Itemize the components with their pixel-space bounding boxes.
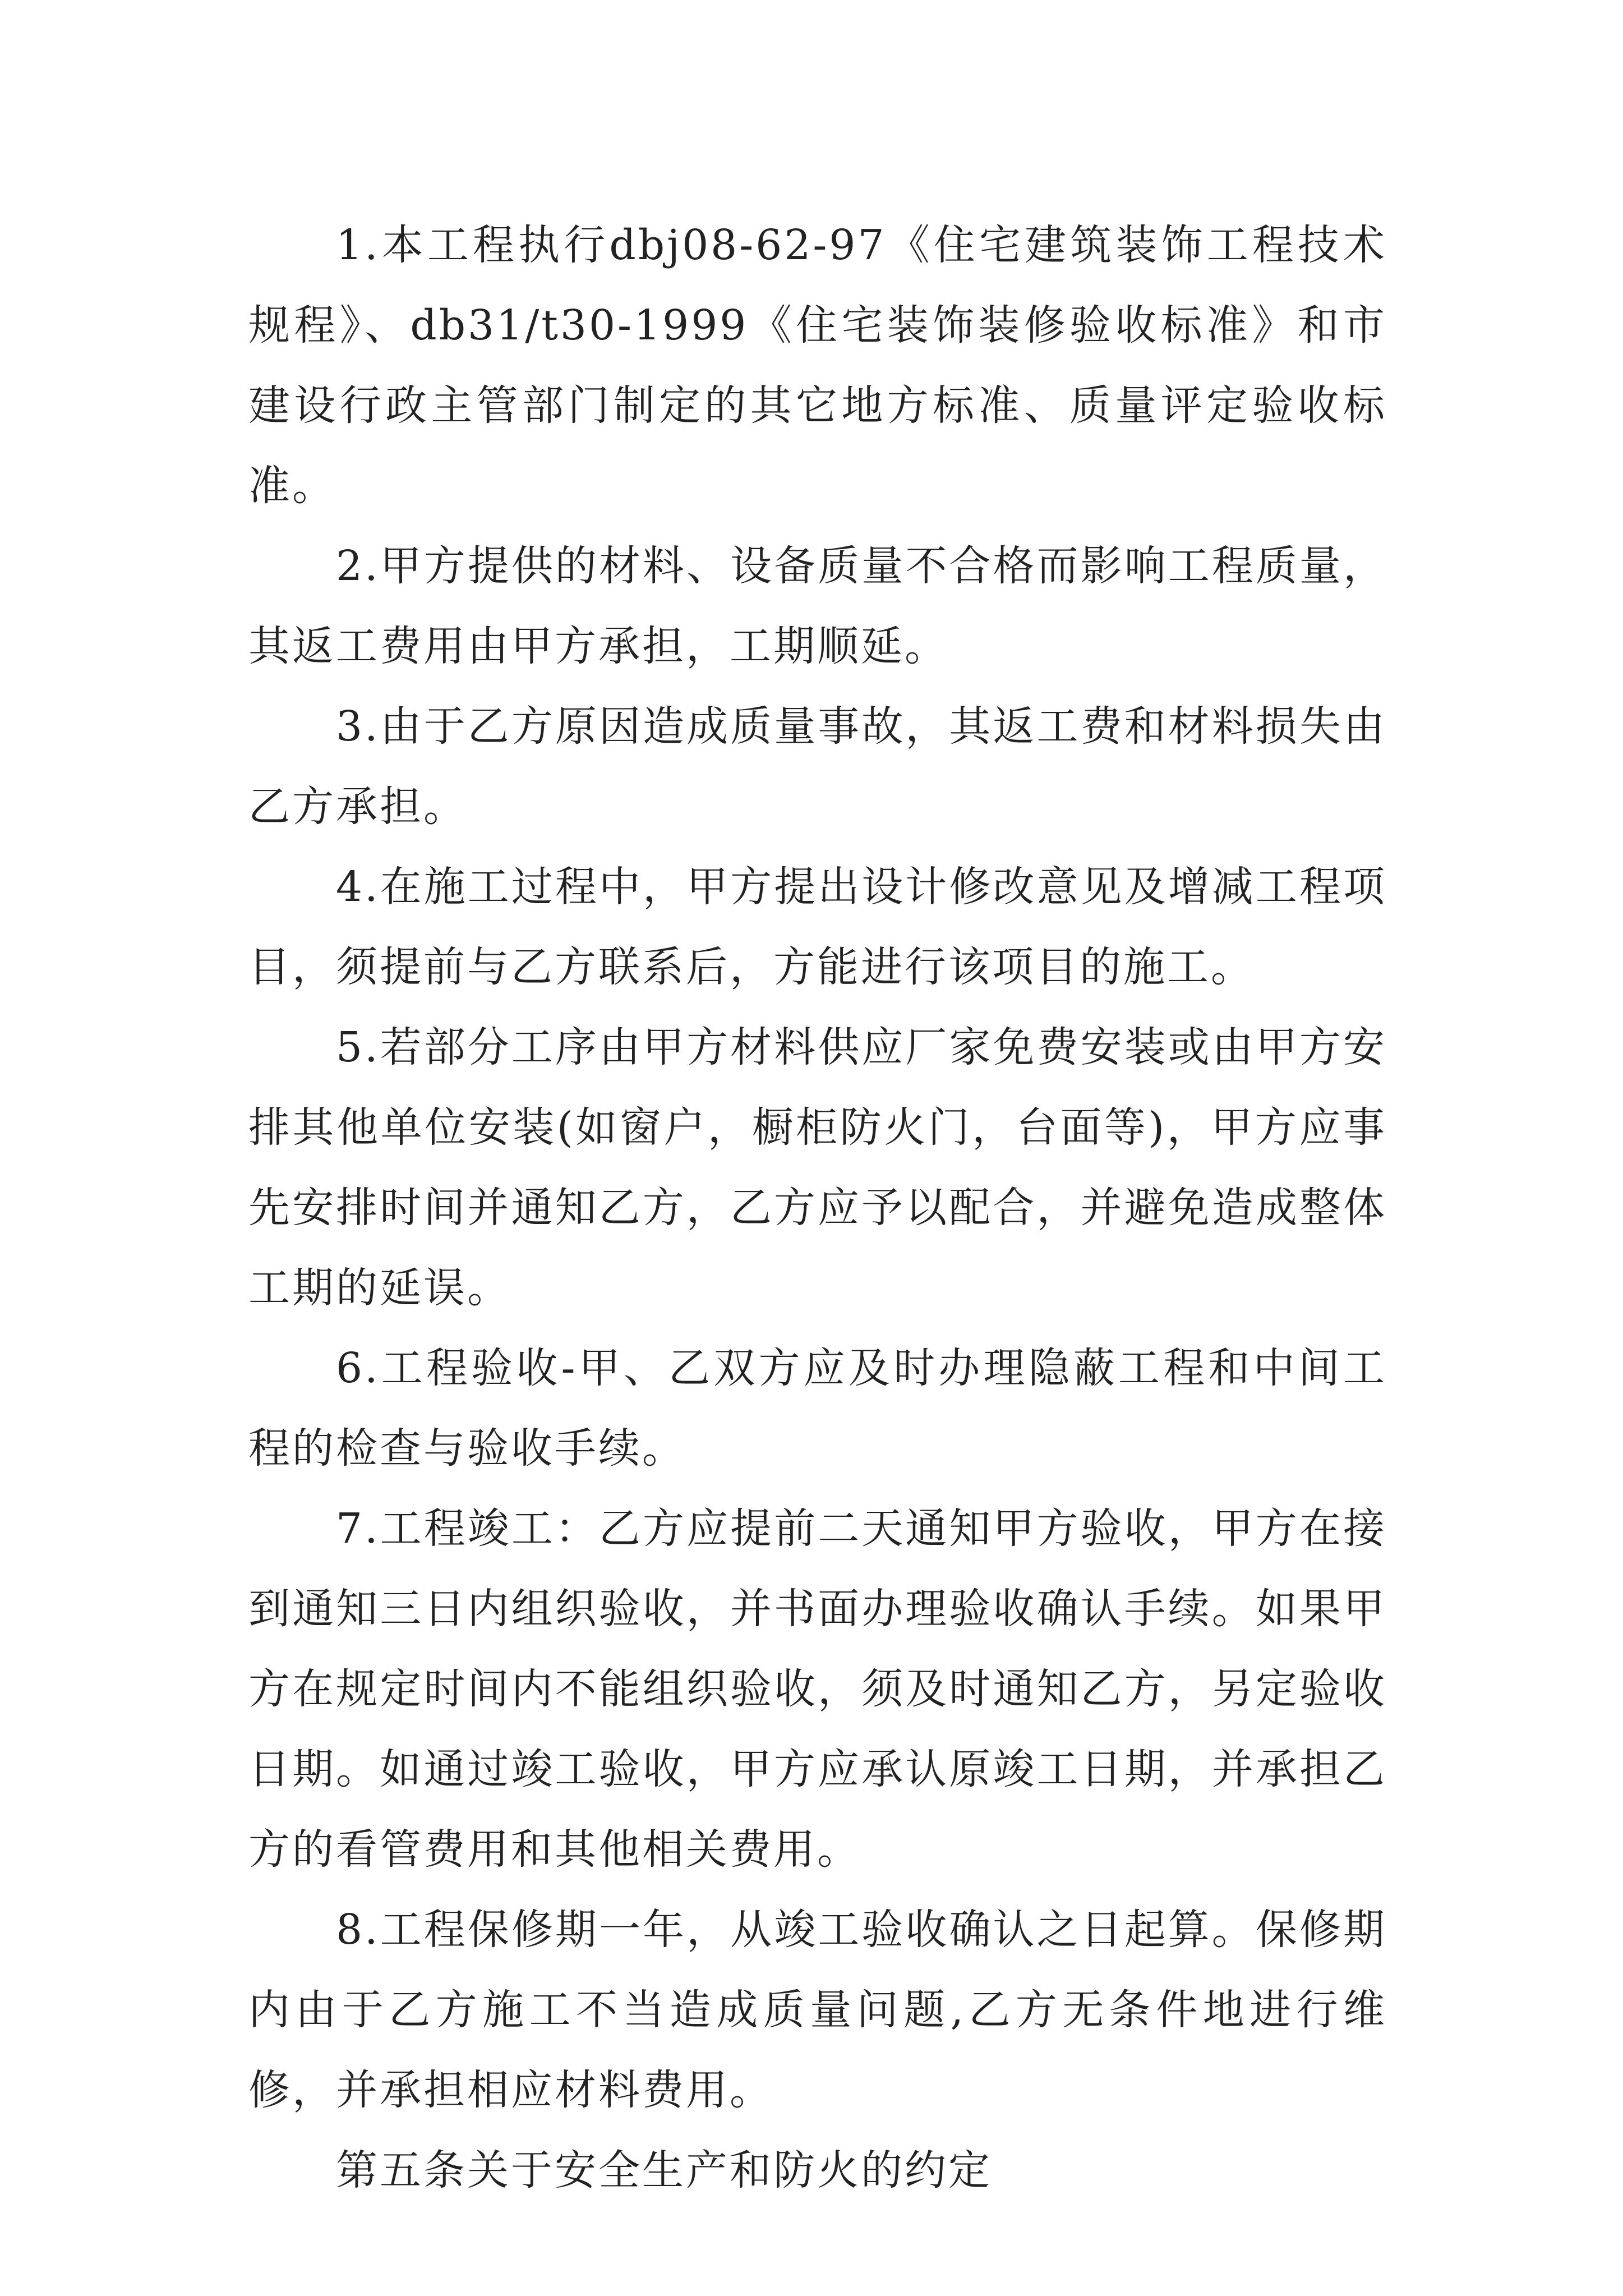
- paragraph-3: 3.由于乙方原因造成质量事故，其返工费和材料损失由乙方承担。: [248, 702, 1387, 831]
- paragraph-7: 7.工程竣工：乙方应提前二天通知甲方验收，甲方在接到通知三日内组织验收，并书面办理验收确认手续。如果甲方在规定时间内不能组织验收，须及时通知乙方，另定验收日期。如通过竣工验收，甲方应承认原竣工日期，并承担乙方的看管费用和其他相关费用。: [248, 1504, 1387, 1874]
- document-body: [248, 205, 1387, 2211]
- paragraph-2: 2.甲方提供的材料、设备质量不合格而影响工程质量，其返工费用由甲方承担，工期顺延。: [248, 542, 1387, 670]
- paragraph-1: 1.本工程执行dbj08-62-97《住宅建筑装饰工程技术规程》、db31/t30-1999《住宅装饰装修验收标准》和市建设行政主管部门制定的其它地方标准、质量评定验收标准。: [248, 221, 1387, 510]
- paragraph-5: 5.若部分工序由甲方材料供应厂家免费安装或由甲方安排其他单位安装(如窗户，橱柜防火门，台面等)，甲方应事先安排时间并通知乙方，乙方应予以配合，并避免造成整体工期的延误。: [248, 1023, 1387, 1312]
- paragraph-4: 4.在施工过程中，甲方提出设计修改意见及增减工程项目，须提前与乙方联系后，方能进行该项目的施工。: [248, 863, 1387, 991]
- paragraph-6: 6.工程验收-甲、乙双方应及时办理隐蔽工程和中间工程的检查与验收手续。: [248, 1344, 1387, 1473]
- section-heading: 第五条关于安全生产和防火的约定: [336, 2146, 992, 2194]
- paragraph-8: 8.工程保修期一年，从竣工验收确认之日起算。保修期内由于乙方施工不当造成质量问题,乙方无条件地进行维修，并承担相应材料费用。: [248, 1906, 1387, 2114]
